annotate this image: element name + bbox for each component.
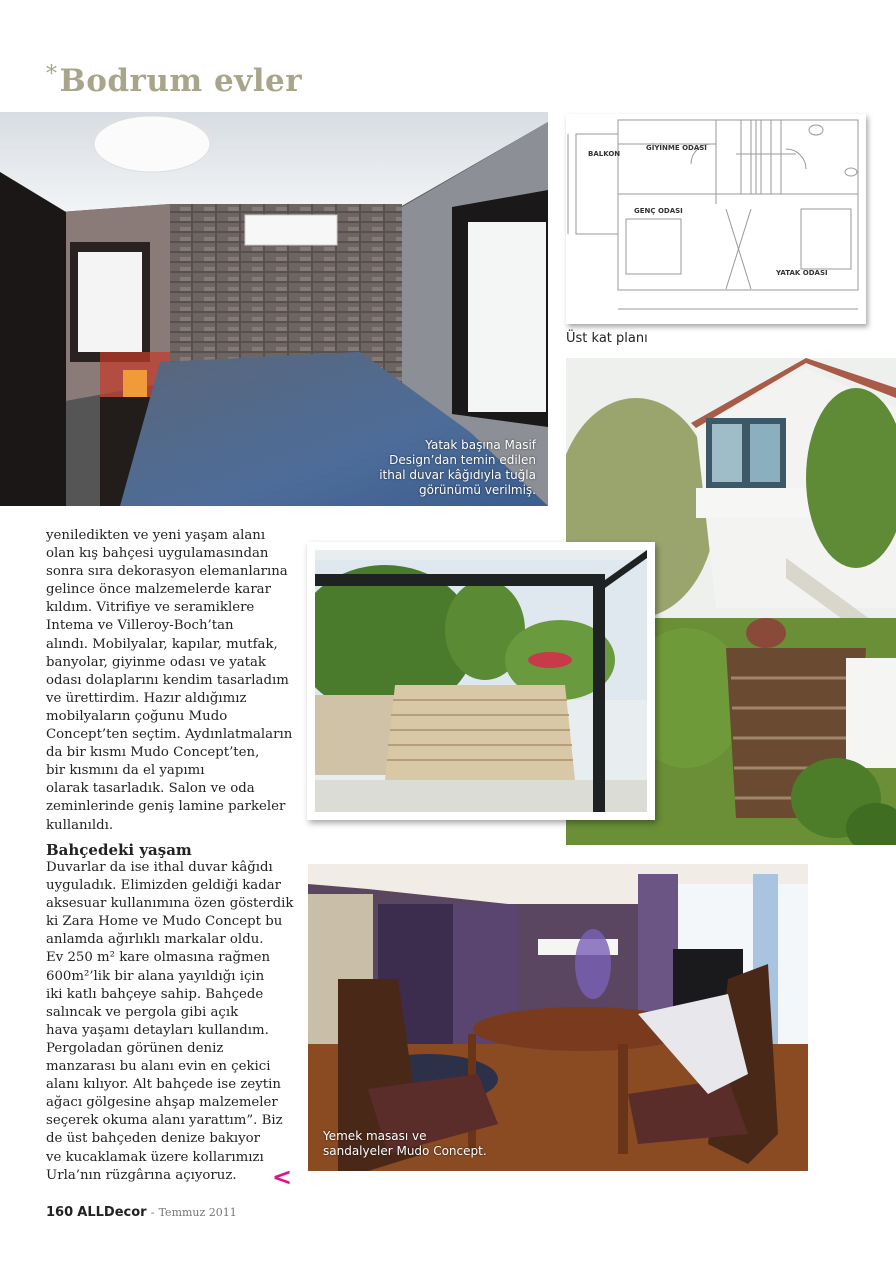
article-line: olan kış bahçesi uygulamasından xyxy=(46,546,269,562)
bedroom-photo xyxy=(0,112,548,506)
plan-label-yatak: YATAK ODASI xyxy=(776,269,828,277)
footer-separator: - xyxy=(150,1206,155,1219)
article-line: salıncak ve pergola gibi açık xyxy=(46,1004,239,1020)
article-line: gelince önce malzemelerde karar xyxy=(46,582,271,598)
article-line: odası dolaplarını kendim tasarladım xyxy=(46,672,289,688)
article-line: kullanıldı. xyxy=(46,817,114,833)
caption-line: sandalyeler Mudo Concept. xyxy=(323,1144,487,1158)
caption-line: Yemek masası ve xyxy=(323,1129,427,1143)
article-line: seçerek okuma alanı yarattım”. Biz xyxy=(46,1113,283,1129)
floor-plan xyxy=(566,114,866,324)
page-number: 160 xyxy=(46,1205,74,1220)
title-text: Bodrum evler xyxy=(59,63,303,99)
article-line: mobilyaların çoğunu Mudo xyxy=(46,708,228,724)
magazine-brand: ALLDecor xyxy=(77,1205,147,1220)
garden-stairs-photo xyxy=(307,542,655,820)
article-line: alındı. Mobilyalar, kapılar, mutfak, xyxy=(46,636,278,652)
floor-plan-drawing xyxy=(566,114,866,324)
article-line: Intema ve Villeroy-Boch’tan xyxy=(46,618,234,634)
article-line: iki katlı bahçeye sahip. Bahçede xyxy=(46,986,264,1002)
caption-line: ithal duvar kâğıdıyla tuğla xyxy=(379,468,536,482)
article-line: da bir kısmı Mudo Concept’ten, xyxy=(46,745,260,761)
article-line: ve ürettirdim. Hazır aldığımız xyxy=(46,690,247,706)
article-line: kıldım. Vitrifiye ve seramiklere xyxy=(46,600,255,616)
article-line: Duvarlar da ise ithal duvar kâğıdı xyxy=(46,860,273,875)
article-line: yeniledikten ve yeni yaşam alanı xyxy=(46,528,266,543)
caption-line: görünümü verilmiş. xyxy=(419,483,536,497)
article-line: hava yaşamı detayları kullandım. xyxy=(46,1022,269,1038)
article-line: alanı kılıyor. Alt bahçede ise zeytin xyxy=(46,1077,281,1093)
floor-plan-caption: Üst kat planı xyxy=(566,331,648,346)
article-line: olarak tasarladık. Salon ve oda xyxy=(46,781,255,797)
article-line: ki Zara Home ve Mudo Concept bu xyxy=(46,914,283,930)
article-line: Ev 250 m² kare olmasına rağmen xyxy=(46,950,271,966)
dining-photo xyxy=(308,864,808,1171)
article-line: Concept’ten seçtim. Aydınlatmaların xyxy=(46,727,293,743)
dining-illustration xyxy=(308,864,808,1171)
garden-illustration xyxy=(315,550,655,820)
caption-line: Design’dan temin edilen xyxy=(389,453,536,467)
article-column-2 xyxy=(46,841,296,1185)
plan-label-giyinme: GİYİNME ODASI xyxy=(646,144,707,152)
plan-label-balkon: BALKON xyxy=(588,150,621,158)
article-line: uyguladık. Elimizden geldiği kadar xyxy=(46,878,282,894)
article-line: Urla’nın rüzgârına açıyoruz. xyxy=(46,1167,237,1183)
article-line: aksesuar kullanımına özen gösterdik xyxy=(46,896,294,912)
article-line: Pergoladan görünen deniz xyxy=(46,1040,224,1056)
article-line: ağacı gölgesine ahşap malzemeler xyxy=(46,1095,278,1111)
bedroom-caption xyxy=(379,438,536,498)
article-line: manzarası bu alanı evin en çekici xyxy=(46,1059,271,1075)
article-line: zeminlerinde geniş lamine parkeler xyxy=(46,799,286,815)
article-line: anlamda ağırlıklı markalar oldu. xyxy=(46,932,264,948)
article-line: bir kısmını da el yapımı xyxy=(46,763,205,779)
article-column-1 xyxy=(46,527,296,835)
article-line: de üst bahçeden denize bakıyor xyxy=(46,1131,260,1147)
plan-label-genc: GENÇ ODASI xyxy=(634,207,683,215)
section-subheading: Bahçedeki yaşam xyxy=(46,841,192,859)
article-line: ve kucaklamak üzere kollarımızı xyxy=(46,1149,264,1165)
article-line: 600m²’lik bir alana yayıldığı için xyxy=(46,968,265,984)
caption-line: Yatak başına Masif xyxy=(425,438,536,452)
title-asterisk: * xyxy=(46,62,58,87)
issue-date: Temmuz 2011 xyxy=(158,1206,237,1219)
page-title xyxy=(46,62,302,99)
article-line: banyolar, giyinme odası ve yatak xyxy=(46,654,266,670)
end-of-article-marker: < xyxy=(272,1163,293,1191)
dining-caption xyxy=(323,1129,487,1159)
page-footer xyxy=(46,1205,237,1220)
article-line: sonra sıra dekorasyon elemanlarına xyxy=(46,564,288,580)
